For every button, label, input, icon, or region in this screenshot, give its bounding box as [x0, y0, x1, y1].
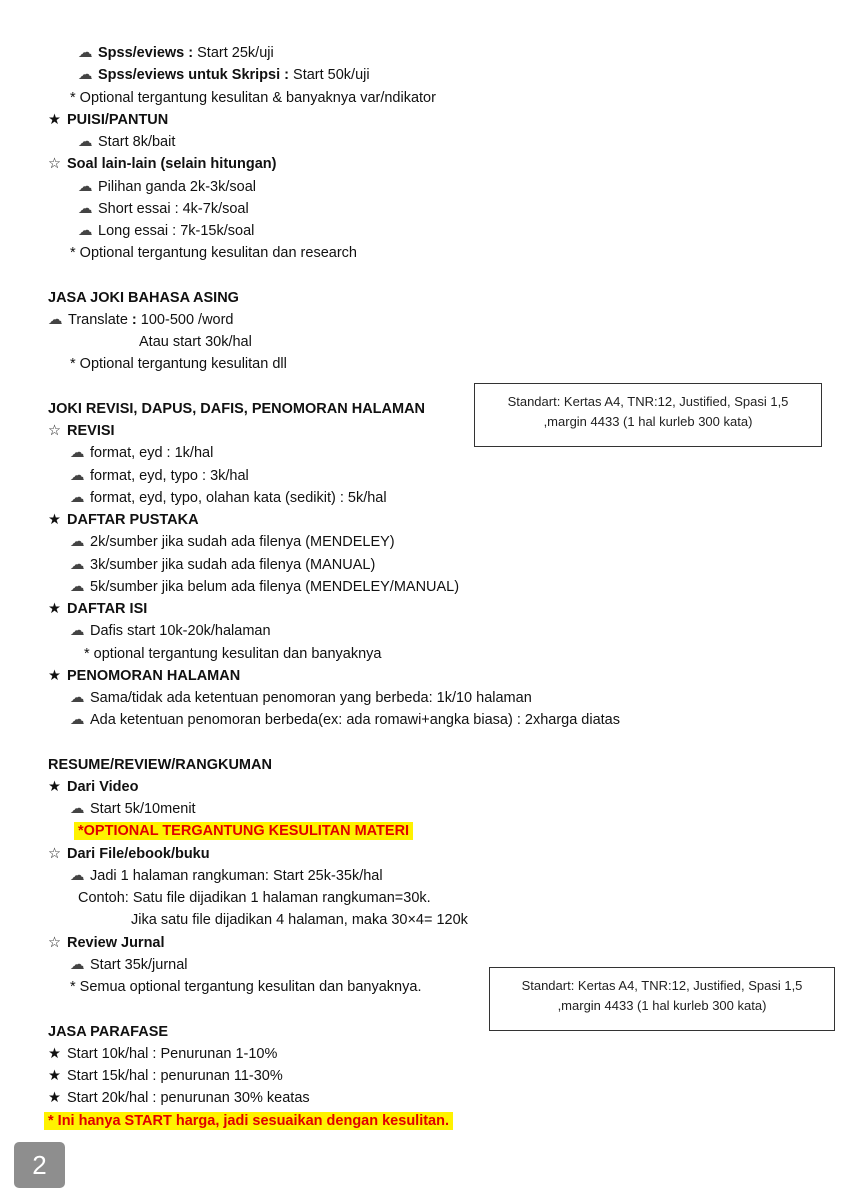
item-text: Start 5k/10menit — [90, 801, 196, 817]
item-text: Pilihan ganda 2k-3k/soal — [98, 179, 256, 195]
cloud-icon: ☁ — [78, 134, 93, 150]
heading-text: PUISI/PANTUN — [67, 112, 169, 128]
item-text: format, eyd, typo, olahan kata (sedikit) : 5k/hal — [90, 490, 387, 506]
cloud-icon: ☁ — [48, 312, 63, 328]
note-line: * Optional tergantung kesulitan dan research — [70, 245, 357, 261]
list-item — [70, 956, 188, 974]
list-item — [48, 311, 234, 329]
section-heading — [48, 111, 168, 129]
heading-text: Dari Video — [67, 779, 139, 795]
heading-text: PENOMORAN HALAMAN — [67, 668, 241, 684]
star-icon: ★ — [48, 1090, 61, 1106]
star-icon: ★ — [48, 779, 61, 795]
item-text: Start 15k/hal : penurunan 11-30% — [67, 1068, 283, 1084]
item-text: 3k/sumber jika sudah ada filenya (MANUAL) — [90, 557, 376, 573]
highlight-text: *OPTIONAL TERGANTUNG KESULITAN MATERI — [74, 822, 413, 840]
item-label: Spss/eviews untuk Skripsi : — [98, 67, 289, 83]
list-item — [70, 867, 383, 885]
list-item — [78, 222, 254, 240]
star-icon: ★ — [48, 1068, 61, 1084]
item-text: Sama/tidak ada ketentuan penomoran yang berbeda: 1k/10 halaman — [90, 690, 532, 706]
section-heading — [48, 600, 147, 618]
item-text: format, eyd, typo : 3k/hal — [90, 468, 249, 484]
section-title: RESUME/REVIEW/RANGKUMAN — [48, 757, 272, 773]
item-text: Long essai : 7k-15k/soal — [98, 223, 255, 239]
note-line: * Optional tergantung kesulitan dll — [70, 356, 287, 372]
list-item — [70, 444, 213, 462]
note-line: * optional tergantung kesulitan dan banyaknya — [84, 646, 382, 662]
cloud-icon: ☁ — [78, 45, 93, 61]
cloud-icon: ☁ — [70, 957, 85, 973]
star-icon: ★ — [48, 1046, 61, 1062]
star-outline-icon: ☆ — [48, 423, 61, 439]
item-text: Start 25k/uji — [193, 45, 274, 61]
star-outline-icon: ☆ — [48, 935, 61, 951]
list-item — [78, 178, 256, 196]
item-text: 5k/sumber jika belum ada filenya (MENDELEY/MANUAL) — [90, 579, 460, 595]
cloud-icon: ☁ — [70, 445, 85, 461]
section-title: JASA JOKI BAHASA ASING — [48, 290, 239, 306]
cloud-icon: ☁ — [70, 534, 85, 550]
star-outline-icon: ☆ — [48, 846, 61, 862]
heading-text: Dari File/ebook/buku — [67, 846, 210, 862]
highlight-note — [44, 1112, 453, 1130]
note-line: * Optional tergantung kesulitan & banyaknya var/ndikator — [70, 90, 436, 106]
list-item — [70, 556, 375, 574]
heading-text: DAFTAR ISI — [67, 601, 148, 617]
note-line: * Semua optional tergantung kesulitan dan banyaknya. — [70, 979, 422, 995]
item-text: Short essai : 4k-7k/soal — [98, 201, 249, 217]
item-text: format, eyd : 1k/hal — [90, 445, 214, 461]
section-heading — [48, 845, 210, 863]
box-line: ,margin 4433 (1 hal kurleb 300 kata) — [557, 998, 767, 1013]
list-item — [70, 578, 459, 596]
cloud-icon: ☁ — [70, 490, 85, 506]
list-item — [70, 489, 387, 507]
star-icon: ★ — [48, 668, 61, 684]
list-item — [78, 200, 249, 218]
item-text: Ada ketentuan penomoran berbeda(ex: ada romawi+angka biasa) : 2xharga diatas — [90, 712, 621, 728]
list-item — [70, 711, 620, 729]
list-item — [70, 467, 249, 485]
heading-text: Soal lain-lain (selain hitungan) — [67, 156, 277, 172]
item-label: Translate — [68, 312, 128, 328]
box-line: Standart: Kertas A4, TNR:12, Justified, Spasi 1,5 — [521, 978, 803, 993]
spss-skripsi-item — [78, 66, 370, 84]
cloud-icon: ☁ — [70, 690, 85, 706]
standard-info-box — [489, 967, 835, 1031]
example-line: Contoh: Satu file dijadikan 1 halaman rangkuman=30k. — [78, 890, 431, 906]
cloud-icon: ☁ — [70, 557, 85, 573]
list-item — [48, 1045, 277, 1063]
cloud-icon: ☁ — [70, 712, 85, 728]
heading-text: DAFTAR PUSTAKA — [67, 512, 199, 528]
item-text: Start 50k/uji — [289, 67, 370, 83]
item-text: Jadi 1 halaman rangkuman: Start 25k-35k/hal — [90, 868, 383, 884]
section-heading — [48, 667, 240, 685]
heading-text: Review Jurnal — [67, 935, 165, 951]
cloud-icon: ☁ — [78, 201, 93, 217]
item-text: Start 8k/bait — [98, 134, 176, 150]
star-icon: ★ — [48, 112, 61, 128]
standard-info-box — [474, 383, 822, 447]
section-title: JOKI REVISI, DAPUS, DAFIS, PENOMORAN HALAMAN — [48, 401, 426, 417]
item-text: Start 35k/jurnal — [90, 957, 188, 973]
section-heading — [48, 511, 199, 529]
list-item-continuation: Atau start 30k/hal — [139, 334, 252, 350]
page-number-badge: 2 — [14, 1142, 65, 1188]
highlight-text: * Ini hanya START harga, jadi sesuaikan dengan kesulitan. — [44, 1112, 453, 1130]
list-item — [70, 689, 532, 707]
cloud-icon: ☁ — [78, 179, 93, 195]
list-item — [78, 133, 175, 151]
highlight-note — [74, 822, 413, 840]
section-heading — [48, 778, 138, 796]
heading-text: REVISI — [67, 423, 115, 439]
list-item — [70, 533, 395, 551]
item-text: 100-500 /word — [136, 312, 234, 328]
item-text: Start 10k/hal : Penurunan 1-10% — [67, 1046, 278, 1062]
item-text: Dafis start 10k-20k/halaman — [90, 623, 271, 639]
cloud-icon: ☁ — [70, 868, 85, 884]
star-outline-icon: ☆ — [48, 156, 61, 172]
list-item — [70, 622, 271, 640]
item-colon: : — [127, 312, 137, 328]
box-line: ,margin 4433 (1 hal kurleb 300 kata) — [543, 414, 753, 429]
list-item — [48, 1067, 283, 1085]
item-text: Start 20k/hal : penurunan 30% keatas — [67, 1090, 310, 1106]
cloud-icon: ☁ — [78, 67, 93, 83]
cloud-icon: ☁ — [78, 223, 93, 239]
cloud-icon: ☁ — [70, 623, 85, 639]
item-label: Spss/eviews : — [98, 45, 194, 61]
section-heading — [48, 155, 276, 173]
example-line: Jika satu file dijadikan 4 halaman, maka 30×4= 120k — [131, 912, 468, 928]
star-icon: ★ — [48, 601, 61, 617]
list-item — [48, 1089, 310, 1107]
cloud-icon: ☁ — [70, 801, 85, 817]
section-heading — [48, 934, 165, 952]
star-icon: ★ — [48, 512, 61, 528]
spss-eviews-item — [78, 44, 274, 62]
cloud-icon: ☁ — [70, 468, 85, 484]
box-line: Standart: Kertas A4, TNR:12, Justified, Spasi 1,5 — [507, 394, 789, 409]
section-heading — [48, 422, 115, 440]
item-text: 2k/sumber jika sudah ada filenya (MENDELEY) — [90, 534, 395, 550]
cloud-icon: ☁ — [70, 579, 85, 595]
list-item — [70, 800, 196, 818]
section-title: JASA PARAFASE — [48, 1024, 169, 1040]
